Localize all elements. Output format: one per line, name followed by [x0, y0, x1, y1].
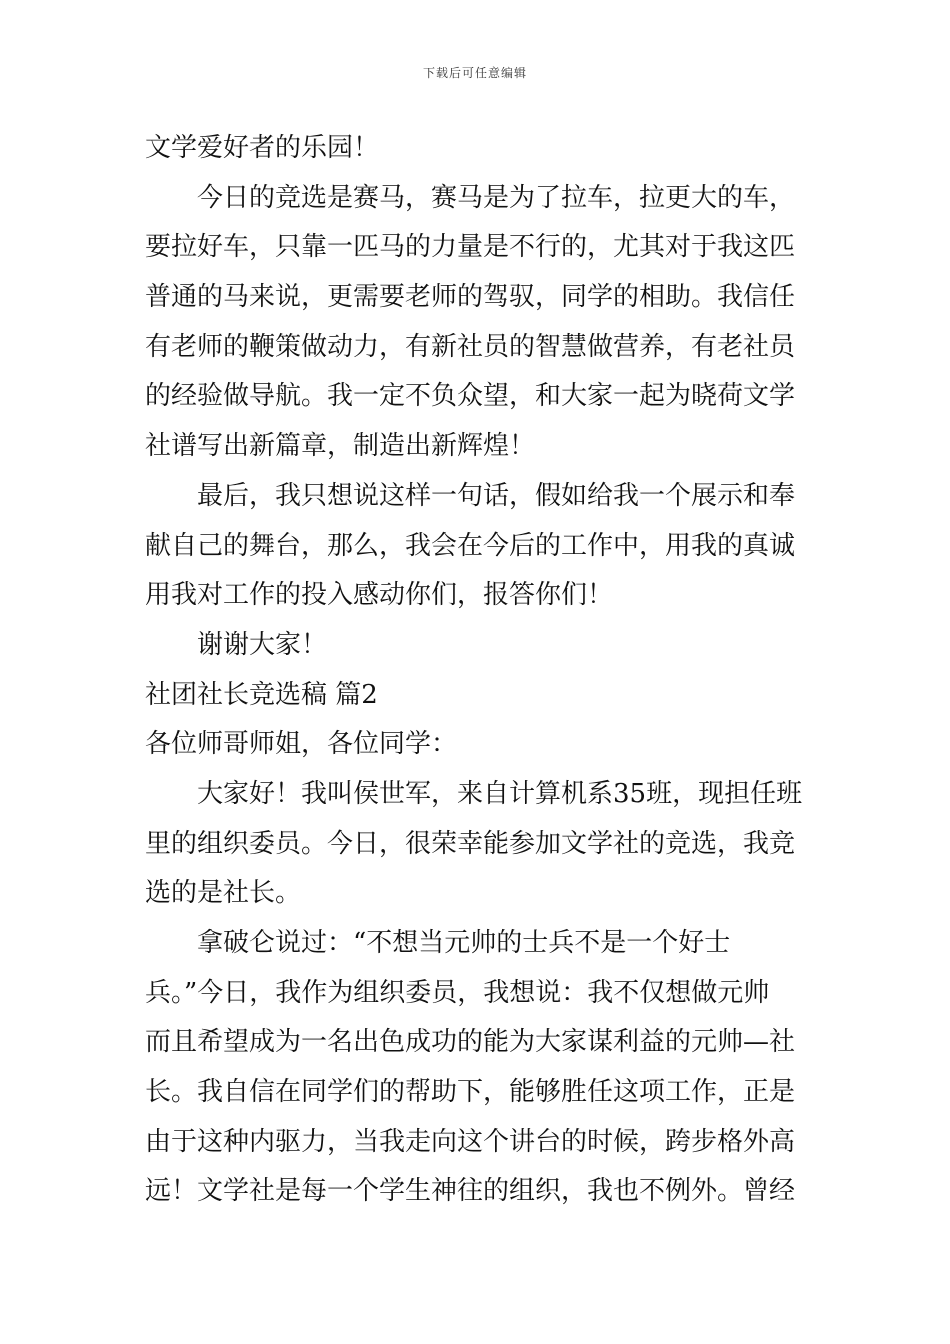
text-line-1: 文学爱好者的乐园！ [145, 133, 380, 163]
document-body [145, 124, 810, 1217]
text-line-17: 拿破仑说过：“不想当元帅的士兵不是一个好士 [197, 928, 731, 958]
salutation: 各位师哥师姐，各位同学： [145, 729, 458, 760]
text-line-11: 谢谢大家！ [197, 629, 328, 660]
text-line-5: 有老师的鞭策做动力，有新社员的智慧做营养，有老社员 [145, 331, 796, 362]
text-line-14: 大家好！我叫侯世军，来自计算机系35班，现担任班 [197, 778, 803, 809]
text-line-16: 选的是社长。 [145, 878, 302, 909]
header-note: 下载后可任意编辑 [422, 66, 527, 80]
text-line-3: 要拉好车，只靠一匹马的力量是不行的，尤其对于我这匹 [145, 232, 796, 263]
text-line-8: 最后，我只想说这样一句话，假如给我一个展示和奉 [197, 480, 796, 511]
text-line-2: 今日的竞选是赛马，赛马是为了拉车，拉更大的车， [197, 182, 796, 213]
text-line-4: 普通的马来说，更需要老师的驾驭，同学的相助。我信任 [145, 282, 796, 313]
text-line-18: 兵。”今日，我作为组织委员，我想说：我不仅想做元帅 [145, 977, 770, 1008]
text-line-19: 而且希望成为一名出色成功的能为大家谋利益的元帅—社 [145, 1027, 796, 1058]
text-line-21: 由于这种内驱力，当我走向这个讲台的时候，跨步格外高 [145, 1126, 796, 1157]
text-line-7: 社谱写出新篇章，制造出新辉煌！ [145, 431, 536, 462]
text-line-6: 的经验做导航。我一定不负众望，和大家一起为晓荷文学 [145, 381, 796, 412]
text-line-15: 里的组织委员。今日，很荣幸能参加文学社的竞选，我竞 [145, 828, 796, 859]
text-line-20: 长。我自信在同学们的帮助下，能够胜任这项工作，正是 [145, 1077, 796, 1108]
text-line-10: 用我对工作的投入感动你们，报答你们！ [145, 580, 614, 611]
section-heading: 社团社长竞选稿 篇2 [145, 679, 378, 710]
text-line-22: 远！文学社是每一个学生神往的组织，我也不例外。曾经 [145, 1176, 796, 1207]
text-line-9: 献自己的舞台，那么，我会在今后的工作中，用我的真诚 [145, 530, 796, 561]
